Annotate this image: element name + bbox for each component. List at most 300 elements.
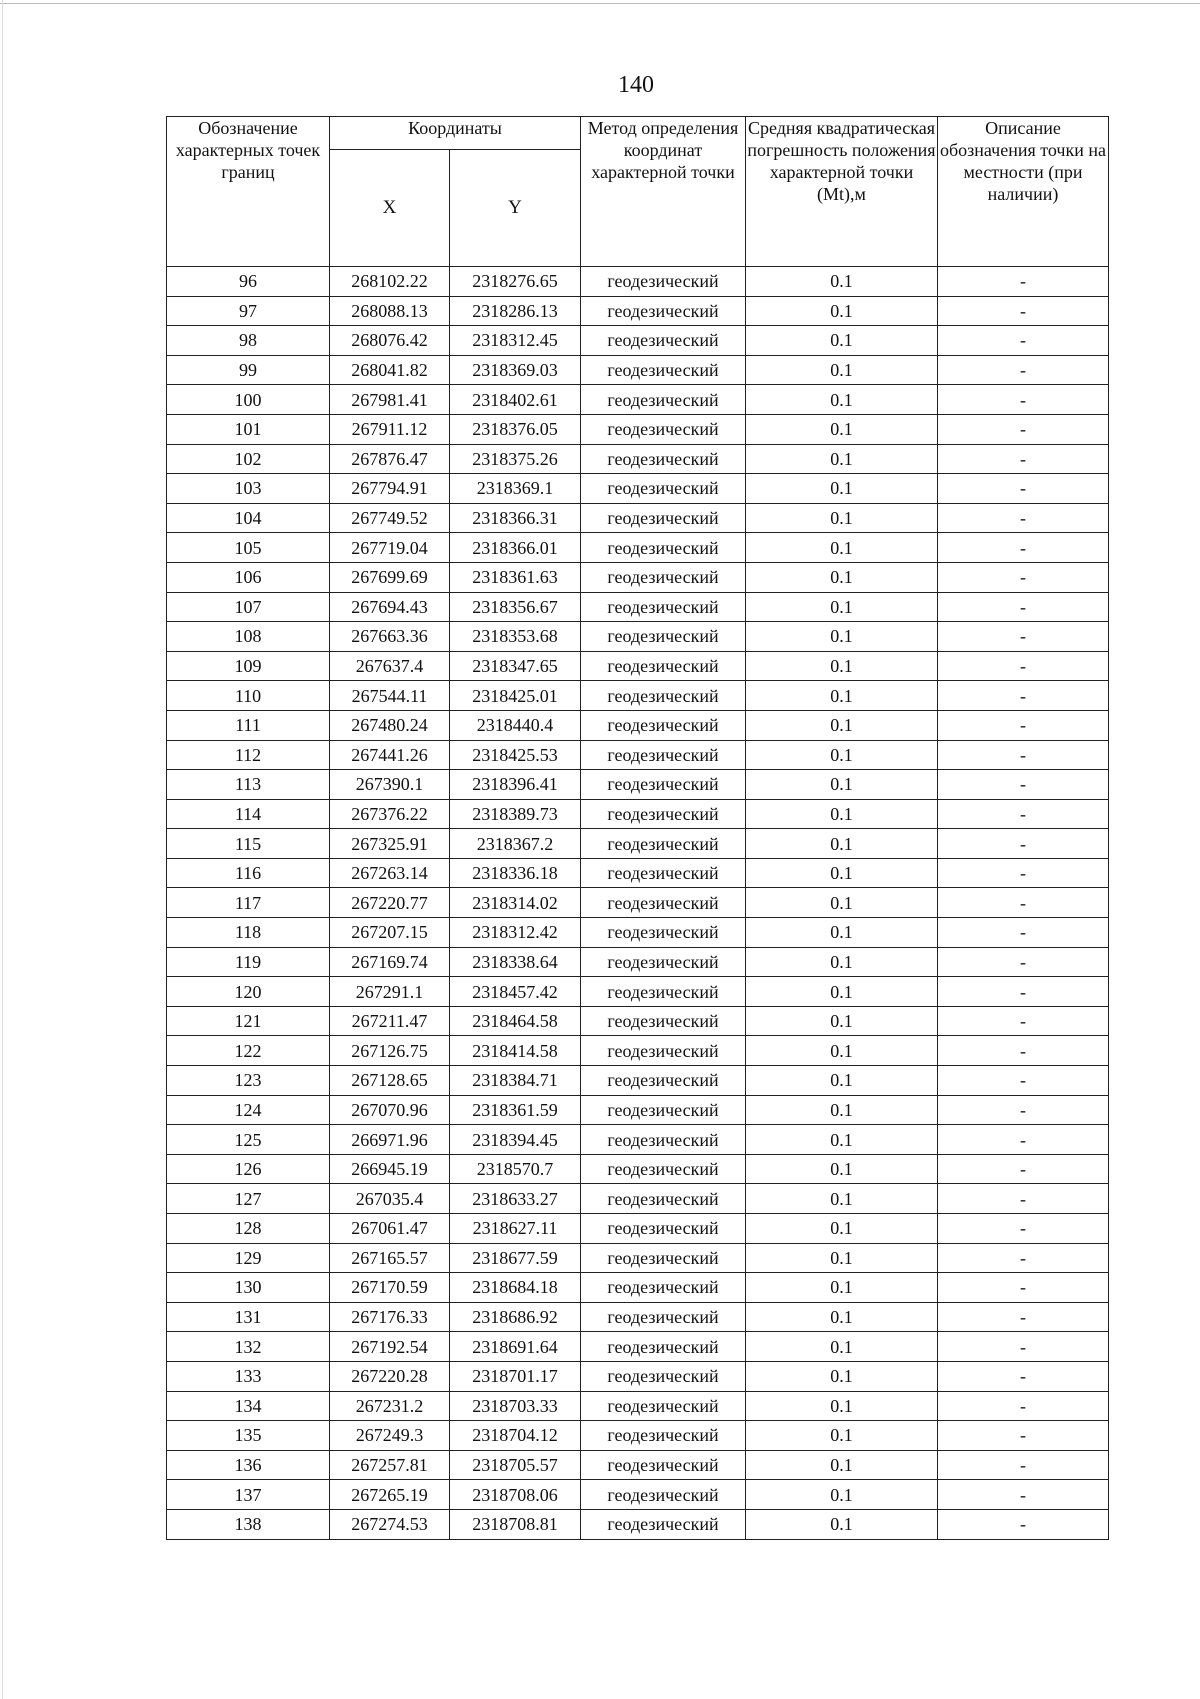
cell-method: геодезический bbox=[581, 622, 746, 652]
table-row bbox=[167, 1273, 1109, 1303]
cell-x: 267376.22 bbox=[330, 799, 450, 829]
table-row bbox=[167, 296, 1109, 326]
cell-error: 0.1 bbox=[746, 1214, 938, 1244]
cell-x: 267749.52 bbox=[330, 503, 450, 533]
cell-error: 0.1 bbox=[746, 947, 938, 977]
cell-method: геодезический bbox=[581, 592, 746, 622]
cell-error: 0.1 bbox=[746, 355, 938, 385]
cell-point: 133 bbox=[167, 1361, 330, 1391]
cell-method: геодезический bbox=[581, 414, 746, 444]
cell-y: 2318353.68 bbox=[450, 622, 581, 652]
cell-y: 2318691.64 bbox=[450, 1332, 581, 1362]
cell-x: 267211.47 bbox=[330, 1006, 450, 1036]
cell-description: - bbox=[938, 1509, 1109, 1539]
cell-point: 137 bbox=[167, 1480, 330, 1510]
cell-method: геодезический bbox=[581, 1066, 746, 1096]
cell-error: 0.1 bbox=[746, 740, 938, 770]
cell-method: геодезический bbox=[581, 1273, 746, 1303]
cell-method: геодезический bbox=[581, 1214, 746, 1244]
cell-point: 130 bbox=[167, 1273, 330, 1303]
cell-x: 267070.96 bbox=[330, 1095, 450, 1125]
cell-method: геодезический bbox=[581, 326, 746, 356]
cell-method: геодезический bbox=[581, 1509, 746, 1539]
cell-point: 119 bbox=[167, 947, 330, 977]
cell-x: 267061.47 bbox=[330, 1214, 450, 1244]
cell-x: 268102.22 bbox=[330, 267, 450, 297]
cell-y: 2318440.4 bbox=[450, 710, 581, 740]
table-row bbox=[167, 503, 1109, 533]
cell-y: 2318684.18 bbox=[450, 1273, 581, 1303]
cell-method: геодезический bbox=[581, 1450, 746, 1480]
cell-error: 0.1 bbox=[746, 1302, 938, 1332]
cell-error: 0.1 bbox=[746, 1125, 938, 1155]
cell-x: 267544.11 bbox=[330, 681, 450, 711]
header-description: Описание обозначения точки на местности (при наличии) bbox=[938, 117, 1109, 267]
cell-method: геодезический bbox=[581, 444, 746, 474]
cell-error: 0.1 bbox=[746, 1509, 938, 1539]
cell-description: - bbox=[938, 1036, 1109, 1066]
cell-x: 268088.13 bbox=[330, 296, 450, 326]
cell-description: - bbox=[938, 1214, 1109, 1244]
cell-method: геодезический bbox=[581, 1332, 746, 1362]
cell-method: геодезический bbox=[581, 267, 746, 297]
cell-x: 267231.2 bbox=[330, 1391, 450, 1421]
cell-description: - bbox=[938, 1095, 1109, 1125]
cell-method: геодезический bbox=[581, 1125, 746, 1155]
table-row bbox=[167, 858, 1109, 888]
table-body bbox=[167, 267, 1109, 1540]
cell-y: 2318376.05 bbox=[450, 414, 581, 444]
cell-point: 107 bbox=[167, 592, 330, 622]
table-row bbox=[167, 562, 1109, 592]
cell-description: - bbox=[938, 296, 1109, 326]
cell-method: геодезический bbox=[581, 681, 746, 711]
cell-error: 0.1 bbox=[746, 1361, 938, 1391]
cell-method: геодезический bbox=[581, 710, 746, 740]
cell-error: 0.1 bbox=[746, 414, 938, 444]
cell-method: геодезический bbox=[581, 533, 746, 563]
table-row bbox=[167, 1243, 1109, 1273]
cell-method: геодезический bbox=[581, 977, 746, 1007]
cell-y: 2318677.59 bbox=[450, 1243, 581, 1273]
cell-point: 126 bbox=[167, 1154, 330, 1184]
cell-method: геодезический bbox=[581, 355, 746, 385]
cell-y: 2318276.65 bbox=[450, 267, 581, 297]
table-row bbox=[167, 1095, 1109, 1125]
cell-description: - bbox=[938, 1332, 1109, 1362]
table-row bbox=[167, 947, 1109, 977]
cell-error: 0.1 bbox=[746, 710, 938, 740]
cell-error: 0.1 bbox=[746, 1391, 938, 1421]
cell-error: 0.1 bbox=[746, 474, 938, 504]
header-error: Средняя квадратическая погрешность положения характерной точки (Mt),м bbox=[746, 117, 938, 267]
cell-error: 0.1 bbox=[746, 1095, 938, 1125]
cell-x: 266971.96 bbox=[330, 1125, 450, 1155]
cell-point: 115 bbox=[167, 829, 330, 859]
cell-point: 101 bbox=[167, 414, 330, 444]
coordinates-table bbox=[166, 116, 1109, 1540]
cell-description: - bbox=[938, 592, 1109, 622]
table-row bbox=[167, 1302, 1109, 1332]
scan-edge-left bbox=[2, 0, 3, 1699]
cell-x: 267390.1 bbox=[330, 770, 450, 800]
header-y: Y bbox=[450, 150, 581, 267]
cell-x: 267165.57 bbox=[330, 1243, 450, 1273]
cell-method: геодезический bbox=[581, 799, 746, 829]
table-row bbox=[167, 385, 1109, 415]
cell-description: - bbox=[938, 888, 1109, 918]
table-row bbox=[167, 799, 1109, 829]
cell-x: 267911.12 bbox=[330, 414, 450, 444]
cell-point: 118 bbox=[167, 918, 330, 948]
cell-description: - bbox=[938, 1361, 1109, 1391]
cell-error: 0.1 bbox=[746, 296, 938, 326]
cell-y: 2318338.64 bbox=[450, 947, 581, 977]
cell-x: 268076.42 bbox=[330, 326, 450, 356]
table-row bbox=[167, 888, 1109, 918]
cell-description: - bbox=[938, 444, 1109, 474]
cell-x: 267637.4 bbox=[330, 651, 450, 681]
cell-y: 2318375.26 bbox=[450, 444, 581, 474]
cell-point: 122 bbox=[167, 1036, 330, 1066]
cell-description: - bbox=[938, 710, 1109, 740]
table-row bbox=[167, 829, 1109, 859]
cell-y: 2318705.57 bbox=[450, 1450, 581, 1480]
cell-x: 267265.19 bbox=[330, 1480, 450, 1510]
cell-description: - bbox=[938, 1243, 1109, 1273]
cell-y: 2318425.53 bbox=[450, 740, 581, 770]
cell-x: 267663.36 bbox=[330, 622, 450, 652]
cell-x: 267192.54 bbox=[330, 1332, 450, 1362]
cell-point: 120 bbox=[167, 977, 330, 1007]
cell-x: 267169.74 bbox=[330, 947, 450, 977]
cell-x: 266945.19 bbox=[330, 1154, 450, 1184]
cell-description: - bbox=[938, 651, 1109, 681]
cell-y: 2318286.13 bbox=[450, 296, 581, 326]
cell-description: - bbox=[938, 918, 1109, 948]
cell-y: 2318627.11 bbox=[450, 1214, 581, 1244]
cell-description: - bbox=[938, 562, 1109, 592]
cell-error: 0.1 bbox=[746, 533, 938, 563]
cell-y: 2318312.45 bbox=[450, 326, 581, 356]
cell-error: 0.1 bbox=[746, 977, 938, 1007]
cell-method: геодезический bbox=[581, 385, 746, 415]
cell-description: - bbox=[938, 1125, 1109, 1155]
cell-x: 267207.15 bbox=[330, 918, 450, 948]
cell-description: - bbox=[938, 355, 1109, 385]
cell-point: 132 bbox=[167, 1332, 330, 1362]
cell-description: - bbox=[938, 1273, 1109, 1303]
cell-description: - bbox=[938, 1450, 1109, 1480]
table-row bbox=[167, 1214, 1109, 1244]
table-row bbox=[167, 770, 1109, 800]
cell-error: 0.1 bbox=[746, 562, 938, 592]
cell-method: геодезический bbox=[581, 1243, 746, 1273]
cell-error: 0.1 bbox=[746, 888, 938, 918]
cell-description: - bbox=[938, 977, 1109, 1007]
cell-description: - bbox=[938, 858, 1109, 888]
table-row bbox=[167, 1066, 1109, 1096]
cell-method: геодезический bbox=[581, 1480, 746, 1510]
cell-error: 0.1 bbox=[746, 1450, 938, 1480]
cell-method: геодезический bbox=[581, 1421, 746, 1451]
cell-y: 2318314.02 bbox=[450, 888, 581, 918]
cell-error: 0.1 bbox=[746, 651, 938, 681]
cell-point: 112 bbox=[167, 740, 330, 770]
cell-y: 2318701.17 bbox=[450, 1361, 581, 1391]
cell-description: - bbox=[938, 740, 1109, 770]
cell-method: геодезический bbox=[581, 296, 746, 326]
table-row bbox=[167, 1509, 1109, 1539]
cell-y: 2318708.06 bbox=[450, 1480, 581, 1510]
cell-error: 0.1 bbox=[746, 1332, 938, 1362]
cell-description: - bbox=[938, 503, 1109, 533]
table-row bbox=[167, 444, 1109, 474]
cell-error: 0.1 bbox=[746, 1480, 938, 1510]
scan-edge-top bbox=[0, 3, 1200, 4]
cell-description: - bbox=[938, 1421, 1109, 1451]
cell-point: 114 bbox=[167, 799, 330, 829]
table-row bbox=[167, 1184, 1109, 1214]
cell-description: - bbox=[938, 385, 1109, 415]
cell-method: геодезический bbox=[581, 740, 746, 770]
cell-method: геодезический bbox=[581, 651, 746, 681]
cell-y: 2318367.2 bbox=[450, 829, 581, 859]
cell-point: 113 bbox=[167, 770, 330, 800]
header-method: Метод определения координат характерной точки bbox=[581, 117, 746, 267]
cell-y: 2318396.41 bbox=[450, 770, 581, 800]
cell-point: 138 bbox=[167, 1509, 330, 1539]
cell-point: 123 bbox=[167, 1066, 330, 1096]
cell-error: 0.1 bbox=[746, 1184, 938, 1214]
table-row bbox=[167, 1125, 1109, 1155]
cell-point: 111 bbox=[167, 710, 330, 740]
cell-error: 0.1 bbox=[746, 1421, 938, 1451]
cell-y: 2318464.58 bbox=[450, 1006, 581, 1036]
table-row bbox=[167, 918, 1109, 948]
cell-y: 2318356.67 bbox=[450, 592, 581, 622]
cell-method: геодезический bbox=[581, 770, 746, 800]
cell-x: 267220.77 bbox=[330, 888, 450, 918]
cell-method: геодезический bbox=[581, 1095, 746, 1125]
cell-y: 2318361.59 bbox=[450, 1095, 581, 1125]
cell-y: 2318369.1 bbox=[450, 474, 581, 504]
table-row bbox=[167, 1391, 1109, 1421]
cell-description: - bbox=[938, 1391, 1109, 1421]
page-number: 140 bbox=[618, 72, 654, 98]
cell-y: 2318414.58 bbox=[450, 1036, 581, 1066]
cell-y: 2318389.73 bbox=[450, 799, 581, 829]
cell-x: 267263.14 bbox=[330, 858, 450, 888]
table-row bbox=[167, 1036, 1109, 1066]
cell-point: 134 bbox=[167, 1391, 330, 1421]
cell-y: 2318312.42 bbox=[450, 918, 581, 948]
cell-point: 97 bbox=[167, 296, 330, 326]
cell-description: - bbox=[938, 1480, 1109, 1510]
table-row bbox=[167, 474, 1109, 504]
cell-x: 267170.59 bbox=[330, 1273, 450, 1303]
cell-method: геодезический bbox=[581, 1302, 746, 1332]
cell-x: 267274.53 bbox=[330, 1509, 450, 1539]
table-row bbox=[167, 355, 1109, 385]
cell-method: геодезический bbox=[581, 1154, 746, 1184]
cell-error: 0.1 bbox=[746, 622, 938, 652]
cell-error: 0.1 bbox=[746, 1066, 938, 1096]
cell-x: 267876.47 bbox=[330, 444, 450, 474]
cell-y: 2318708.81 bbox=[450, 1509, 581, 1539]
table-row bbox=[167, 267, 1109, 297]
cell-point: 102 bbox=[167, 444, 330, 474]
cell-point: 131 bbox=[167, 1302, 330, 1332]
cell-description: - bbox=[938, 770, 1109, 800]
header-x: X bbox=[330, 150, 450, 267]
cell-method: геодезический bbox=[581, 474, 746, 504]
cell-method: геодезический bbox=[581, 562, 746, 592]
cell-x: 267981.41 bbox=[330, 385, 450, 415]
cell-point: 125 bbox=[167, 1125, 330, 1155]
table-row bbox=[167, 1361, 1109, 1391]
cell-error: 0.1 bbox=[746, 592, 938, 622]
header-coordinates: Координаты bbox=[330, 117, 581, 150]
cell-description: - bbox=[938, 414, 1109, 444]
cell-point: 103 bbox=[167, 474, 330, 504]
cell-method: геодезический bbox=[581, 918, 746, 948]
cell-y: 2318336.18 bbox=[450, 858, 581, 888]
cell-x: 267291.1 bbox=[330, 977, 450, 1007]
cell-x: 267176.33 bbox=[330, 1302, 450, 1332]
cell-error: 0.1 bbox=[746, 503, 938, 533]
cell-y: 2318703.33 bbox=[450, 1391, 581, 1421]
cell-y: 2318366.01 bbox=[450, 533, 581, 563]
cell-description: - bbox=[938, 622, 1109, 652]
cell-description: - bbox=[938, 326, 1109, 356]
cell-error: 0.1 bbox=[746, 1036, 938, 1066]
cell-point: 100 bbox=[167, 385, 330, 415]
cell-point: 105 bbox=[167, 533, 330, 563]
table-row bbox=[167, 1154, 1109, 1184]
table-row bbox=[167, 710, 1109, 740]
cell-x: 267128.65 bbox=[330, 1066, 450, 1096]
table-row bbox=[167, 1006, 1109, 1036]
cell-x: 267249.3 bbox=[330, 1421, 450, 1451]
cell-point: 128 bbox=[167, 1214, 330, 1244]
cell-point: 109 bbox=[167, 651, 330, 681]
cell-x: 267325.91 bbox=[330, 829, 450, 859]
table-row bbox=[167, 681, 1109, 711]
cell-y: 2318347.65 bbox=[450, 651, 581, 681]
header-point: Обозначение характерных точек границ bbox=[167, 117, 330, 267]
table-row bbox=[167, 1450, 1109, 1480]
cell-description: - bbox=[938, 474, 1109, 504]
cell-error: 0.1 bbox=[746, 770, 938, 800]
cell-point: 121 bbox=[167, 1006, 330, 1036]
cell-description: - bbox=[938, 267, 1109, 297]
cell-x: 267441.26 bbox=[330, 740, 450, 770]
table-row bbox=[167, 740, 1109, 770]
cell-y: 2318425.01 bbox=[450, 681, 581, 711]
cell-method: геодезический bbox=[581, 858, 746, 888]
table-row bbox=[167, 651, 1109, 681]
cell-point: 124 bbox=[167, 1095, 330, 1125]
table-row bbox=[167, 1332, 1109, 1362]
cell-y: 2318366.31 bbox=[450, 503, 581, 533]
cell-error: 0.1 bbox=[746, 385, 938, 415]
table-row bbox=[167, 592, 1109, 622]
table-row bbox=[167, 622, 1109, 652]
cell-description: - bbox=[938, 799, 1109, 829]
cell-description: - bbox=[938, 947, 1109, 977]
table-row bbox=[167, 533, 1109, 563]
cell-method: геодезический bbox=[581, 1361, 746, 1391]
cell-method: геодезический bbox=[581, 829, 746, 859]
cell-point: 99 bbox=[167, 355, 330, 385]
cell-point: 116 bbox=[167, 858, 330, 888]
cell-point: 110 bbox=[167, 681, 330, 711]
cell-x: 267794.91 bbox=[330, 474, 450, 504]
cell-description: - bbox=[938, 829, 1109, 859]
cell-y: 2318686.92 bbox=[450, 1302, 581, 1332]
cell-point: 136 bbox=[167, 1450, 330, 1480]
cell-description: - bbox=[938, 1184, 1109, 1214]
cell-x: 267694.43 bbox=[330, 592, 450, 622]
cell-y: 2318384.71 bbox=[450, 1066, 581, 1096]
cell-error: 0.1 bbox=[746, 1154, 938, 1184]
table-row bbox=[167, 977, 1109, 1007]
cell-point: 127 bbox=[167, 1184, 330, 1214]
cell-error: 0.1 bbox=[746, 858, 938, 888]
cell-description: - bbox=[938, 533, 1109, 563]
cell-y: 2318394.45 bbox=[450, 1125, 581, 1155]
cell-error: 0.1 bbox=[746, 829, 938, 859]
cell-point: 108 bbox=[167, 622, 330, 652]
cell-x: 267126.75 bbox=[330, 1036, 450, 1066]
cell-method: геодезический bbox=[581, 503, 746, 533]
cell-y: 2318402.61 bbox=[450, 385, 581, 415]
table-row bbox=[167, 414, 1109, 444]
cell-method: геодезический bbox=[581, 888, 746, 918]
cell-description: - bbox=[938, 1066, 1109, 1096]
cell-error: 0.1 bbox=[746, 1006, 938, 1036]
cell-method: геодезический bbox=[581, 1184, 746, 1214]
cell-point: 104 bbox=[167, 503, 330, 533]
cell-description: - bbox=[938, 1302, 1109, 1332]
cell-point: 135 bbox=[167, 1421, 330, 1451]
cell-method: геодезический bbox=[581, 947, 746, 977]
cell-method: геодезический bbox=[581, 1391, 746, 1421]
cell-error: 0.1 bbox=[746, 1273, 938, 1303]
cell-y: 2318704.12 bbox=[450, 1421, 581, 1451]
table-row bbox=[167, 1480, 1109, 1510]
cell-error: 0.1 bbox=[746, 918, 938, 948]
cell-point: 96 bbox=[167, 267, 330, 297]
cell-x: 267035.4 bbox=[330, 1184, 450, 1214]
cell-y: 2318457.42 bbox=[450, 977, 581, 1007]
cell-description: - bbox=[938, 1006, 1109, 1036]
cell-point: 106 bbox=[167, 562, 330, 592]
cell-method: геодезический bbox=[581, 1036, 746, 1066]
cell-x: 267480.24 bbox=[330, 710, 450, 740]
cell-x: 267257.81 bbox=[330, 1450, 450, 1480]
cell-x: 267220.28 bbox=[330, 1361, 450, 1391]
cell-y: 2318633.27 bbox=[450, 1184, 581, 1214]
cell-error: 0.1 bbox=[746, 681, 938, 711]
cell-x: 267699.69 bbox=[330, 562, 450, 592]
cell-x: 267719.04 bbox=[330, 533, 450, 563]
cell-error: 0.1 bbox=[746, 326, 938, 356]
cell-point: 117 bbox=[167, 888, 330, 918]
cell-error: 0.1 bbox=[746, 444, 938, 474]
cell-error: 0.1 bbox=[746, 799, 938, 829]
